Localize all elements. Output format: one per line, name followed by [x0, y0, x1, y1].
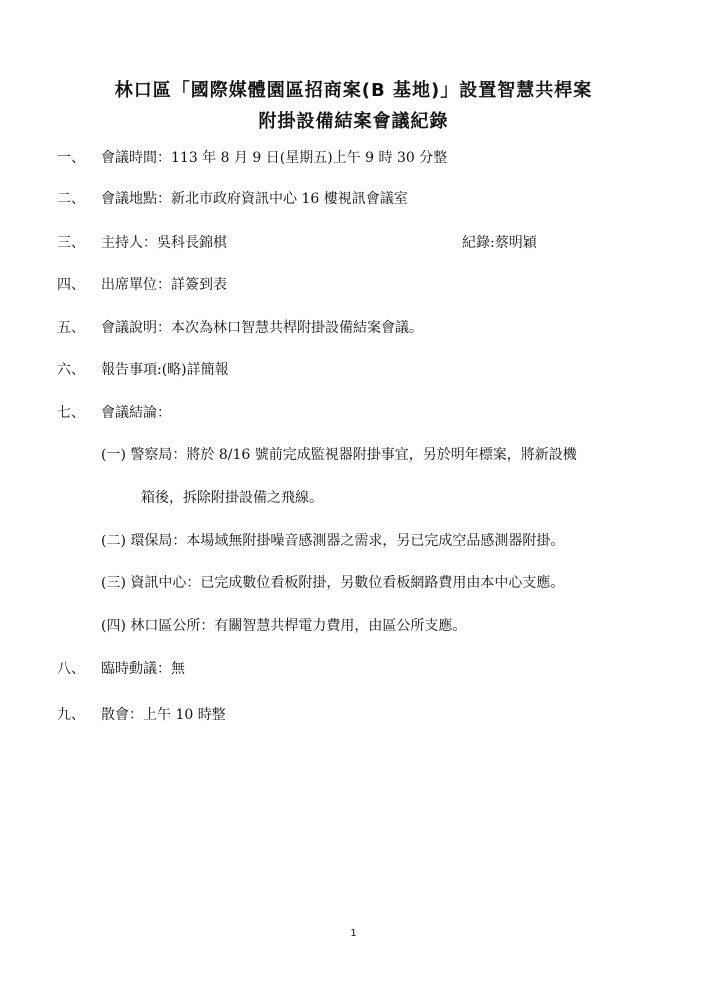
item-text: 出席單位：詳簽到表 [101, 277, 227, 293]
conclusion-4 [0, 615, 707, 637]
conclusion-text: (二) 環保局：本場域無附掛噪音感測器之需求，另已完成空品感測器附掛。 [101, 533, 565, 549]
recorder-text: 紀錄:蔡明穎 [462, 235, 537, 251]
item-text: 會議時間：113 年 8 月 9 日(星期五)上午 9 時 30 分整 [101, 150, 448, 166]
item-number: 七、 [57, 405, 85, 421]
item-number: 六、 [57, 362, 85, 378]
item-number: 三、 [57, 235, 85, 251]
conclusion-text: (三) 資訊中心：已完成數位看板附掛，另數位看板網路費用由本中心支應。 [101, 575, 565, 591]
item-text: 會議地點：新北市政府資訊中心 16 樓視訊會議室 [101, 191, 408, 207]
conclusion-1-line1 [0, 444, 707, 466]
item-number: 八、 [57, 661, 85, 677]
item-report [0, 359, 707, 381]
item-adjournment [0, 704, 707, 726]
item-text: 會議結論： [101, 405, 171, 421]
item-text: 報告事項:(略)詳簡報 [101, 362, 229, 378]
item-number: 九、 [57, 707, 85, 723]
conclusion-text: (一) 警察局：將於 8/16 號前完成監視器附掛事宜，另於明年標案，將新設機 [101, 447, 577, 463]
item-meeting-location [0, 188, 707, 210]
item-text: 主持人：吳科長錦棋 [101, 235, 227, 251]
item-meeting-description [0, 317, 707, 339]
item-number: 一、 [57, 150, 85, 166]
item-text: 散會：上午 10 時整 [101, 707, 226, 723]
conclusion-text: 箱後，拆除附掛設備之飛線。 [141, 490, 323, 506]
item-number: 五、 [57, 320, 85, 336]
item-number: 四、 [57, 277, 85, 293]
conclusion-1-line2 [0, 487, 707, 509]
item-attendance [0, 274, 707, 296]
document-title-line1: 林口區「國際媒體園區招商案(B 基地)」設置智慧共桿案 [114, 80, 593, 101]
item-number: 二、 [57, 191, 85, 207]
item-conclusions [0, 402, 707, 424]
item-chairperson [0, 232, 707, 254]
conclusion-2 [0, 530, 707, 552]
document-title-line2: 附掛設備結案會議紀錄 [258, 111, 449, 132]
conclusion-text: (四) 林口區公所：有關智慧共桿電力費用，由區公所支應。 [101, 618, 467, 634]
item-text: 會議說明：本次為林口智慧共桿附掛設備結案會議。 [101, 320, 423, 336]
item-text: 臨時動議：無 [101, 661, 185, 677]
conclusion-3 [0, 572, 707, 594]
page-number: 1 [350, 928, 357, 939]
item-extempore-motion [0, 658, 707, 680]
item-meeting-time [0, 147, 707, 169]
